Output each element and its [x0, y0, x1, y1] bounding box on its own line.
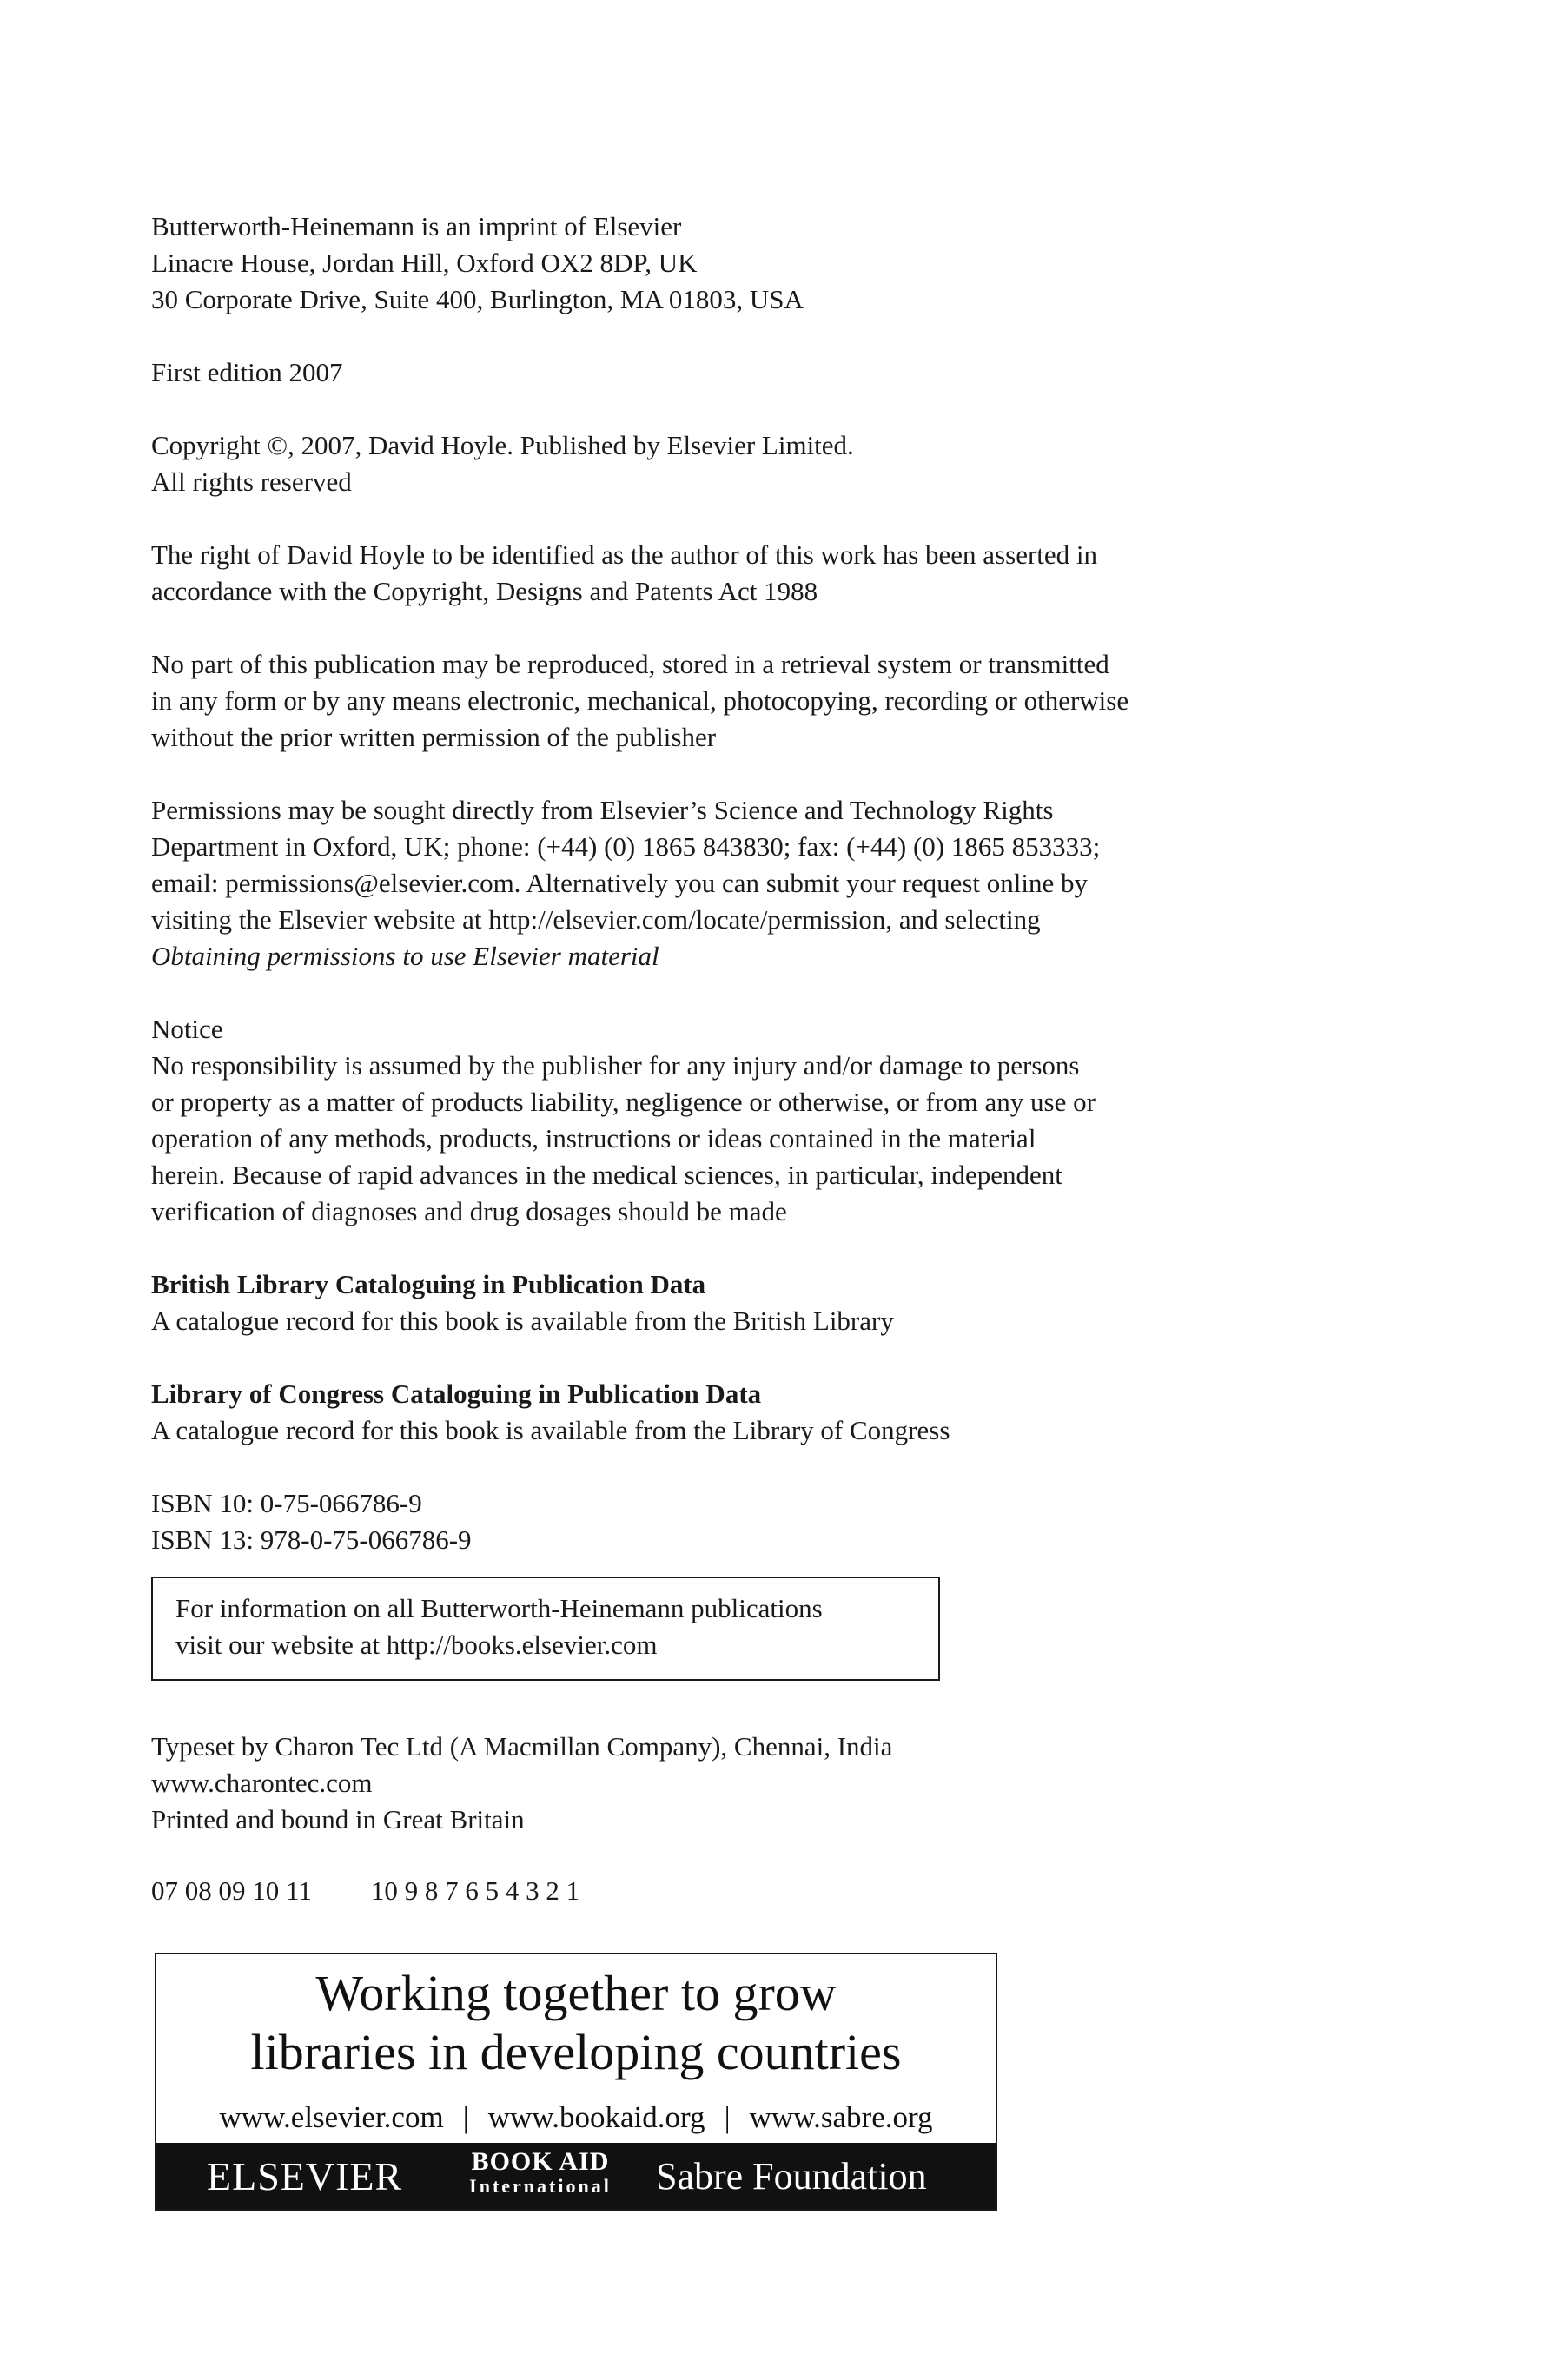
copyright-text-block: [151, 208, 1350, 1558]
print-impressions: 10 9 8 7 6 5 4 3 2 1: [370, 1875, 580, 1906]
copyright-line: Copyright ©, 2007, David Hoyle. Published by Elsevier Limited.: [151, 430, 854, 460]
notice-line-4: herein. Because of rapid advances in the medical sciences, in particular, independent: [151, 1160, 1062, 1190]
isbn-13: ISBN 13: 978-0-75-066786-9: [151, 1524, 472, 1555]
reproduction-line-2: in any form or by any means electronic, mechanical, photocopying, recording or otherwise: [151, 685, 1129, 716]
notice-line-2: or property as a matter of products liability, negligence or otherwise, or from any use or: [151, 1087, 1096, 1117]
notice-line-3: operation of any methods, products, instructions or ideas contained in the material: [151, 1123, 1036, 1154]
permissions-line-1: Permissions may be sought directly from Elsevier’s Science and Technology Rights: [151, 795, 1054, 825]
banner-links: [156, 2100, 996, 2135]
typeset-line-1: Typeset by Charon Tec Ltd (A Macmillan Company), Chennai, India: [151, 1731, 893, 1762]
info-box-line-2: visit our website at http://books.elsevier.com: [175, 1630, 658, 1660]
notice-heading: Notice: [151, 1014, 223, 1044]
banner-logo-bar: [156, 2143, 996, 2209]
british-library-heading: British Library Cataloguing in Publication Data: [151, 1269, 706, 1299]
banner-link-elsevier: www.elsevier.com: [219, 2100, 444, 2134]
sabre-foundation-logo: Sabre Foundation: [656, 2155, 927, 2198]
author-right-line-1: The right of David Hoyle to be identified as the author of this work has been asserted in: [151, 539, 1098, 570]
banner-separator: |: [462, 2100, 469, 2134]
reproduction-line-3: without the prior written permission of the publisher: [151, 722, 717, 752]
imprint-address-usa: 30 Corporate Drive, Suite 400, Burlington, MA 01803, USA: [151, 284, 804, 314]
permissions-line-3: email: permissions@elsevier.com. Alternatively you can submit your request online by: [151, 868, 1089, 898]
print-numbers: [151, 1873, 579, 1909]
imprint-line: Butterworth-Heinemann is an imprint of Elsevier: [151, 211, 682, 241]
banner-title-line-1: Working together to grow: [315, 1965, 837, 2021]
permissions-line-4: visiting the Elsevier website at http://elsevier.com/locate/permission, and selecting: [151, 904, 1041, 935]
rights-reserved-line: All rights reserved: [151, 466, 352, 497]
banner-link-sabre: www.sabre.org: [749, 2100, 933, 2134]
typeset-line-2: www.charontec.com: [151, 1768, 373, 1798]
author-right-line-2: accordance with the Copyright, Designs and Patents Act 1988: [151, 576, 818, 606]
publications-info-box: [151, 1577, 940, 1681]
print-years: 07 08 09 10 11: [151, 1875, 312, 1906]
notice-line-5: verification of diagnoses and drug dosages should be made: [151, 1196, 787, 1226]
permissions-line-2: Department in Oxford, UK; phone: (+44) (0) 1865 843830; fax: (+44) (0) 1865 853333;: [151, 831, 1101, 862]
notice-line-1: No responsibility is assumed by the publisher for any injury and/or damage to persons: [151, 1050, 1080, 1081]
book-aid-banner: [155, 1953, 997, 2211]
imprint-address-uk: Linacre House, Jordan Hill, Oxford OX2 8DP, UK: [151, 248, 698, 278]
elsevier-logo: ELSEVIER: [207, 2154, 403, 2198]
library-of-congress-text: A catalogue record for this book is available from the Library of Congress: [151, 1415, 950, 1445]
info-box-line-1: For information on all Butterworth-Heinemann publications: [175, 1593, 823, 1623]
book-aid-logo-bottom: International: [469, 2175, 612, 2197]
british-library-text: A catalogue record for this book is available from the British Library: [151, 1306, 894, 1336]
banner-title-line-2: libraries in developing countries: [250, 2024, 902, 2080]
book-aid-logo-top: BOOK AID: [471, 2147, 610, 2176]
typeset-line-3: Printed and bound in Great Britain: [151, 1804, 525, 1835]
edition-line: First edition 2007: [151, 357, 343, 387]
banner-link-bookaid: www.bookaid.org: [487, 2100, 705, 2134]
reproduction-line-1: No part of this publication may be reproduced, stored in a retrieval system or transmitted: [151, 649, 1109, 679]
typeset-block: [151, 1729, 1350, 1838]
permissions-line-5: Obtaining permissions to use Elsevier material: [151, 941, 659, 971]
book-aid-logo: [462, 2148, 619, 2197]
library-of-congress-heading: Library of Congress Cataloguing in Publication Data: [151, 1378, 762, 1409]
isbn-10: ISBN 10: 0-75-066786-9: [151, 1488, 422, 1518]
banner-separator: |: [724, 2100, 731, 2134]
